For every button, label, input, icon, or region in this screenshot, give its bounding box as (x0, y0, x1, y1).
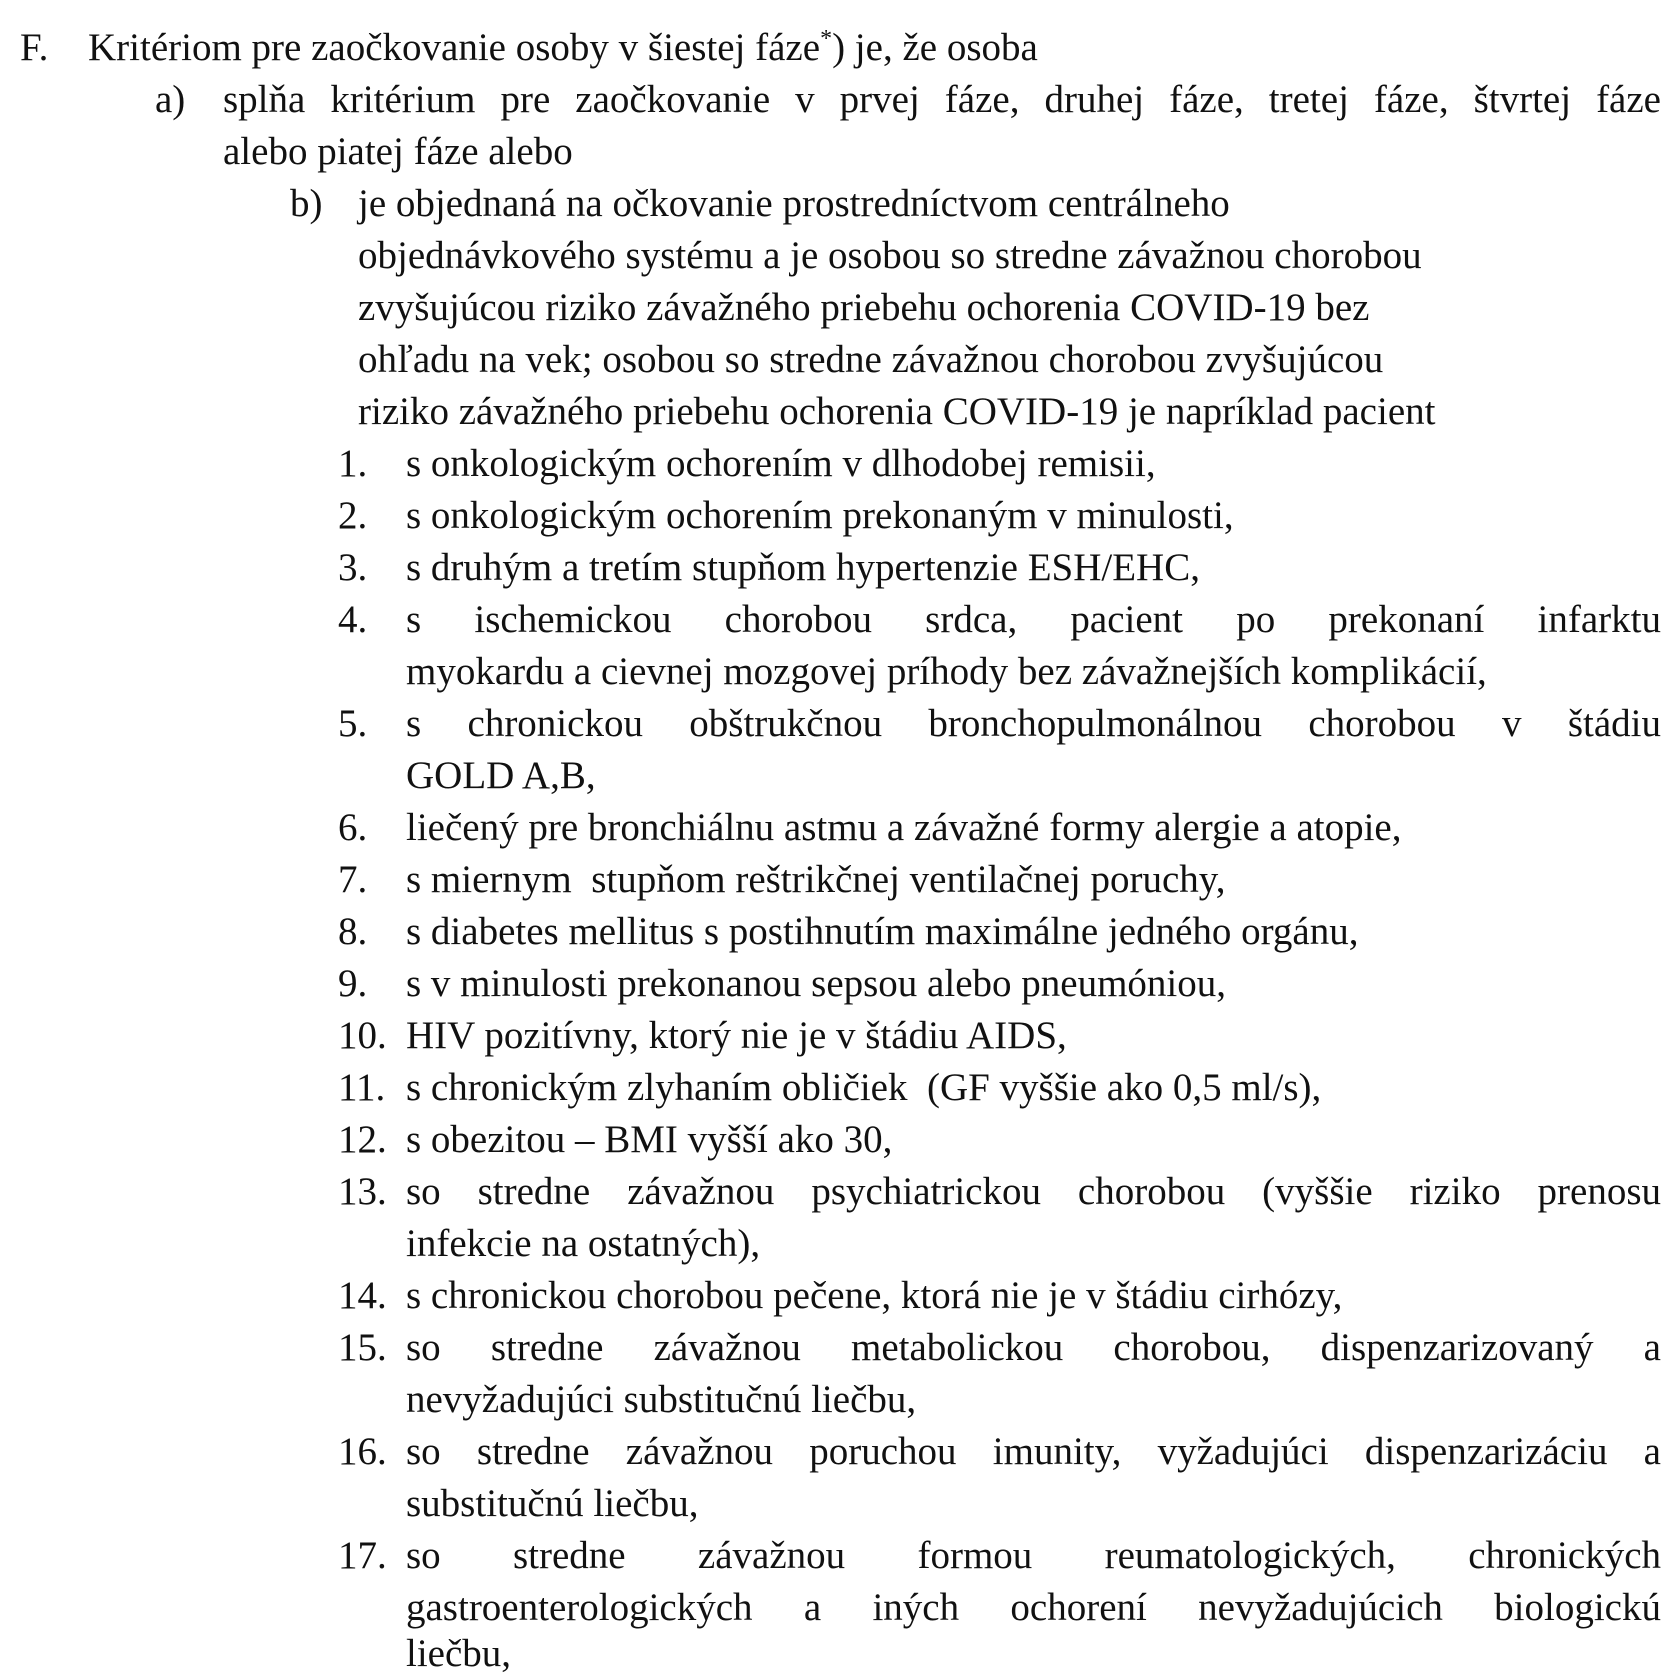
list-item: HIV pozitívny, ktorý nie je v štádiu AIDS, (406, 1014, 1067, 1057)
list-item: s chronickou obštrukčnou bronchopulmonálnou chorobou v štádiu (406, 702, 1661, 745)
list-item: s miernym stupňom reštrikčnej ventilačnej poruchy, (406, 858, 1226, 901)
list-item: s ischemickou chorobou srdca, pacient po prekonaní infarktu (406, 598, 1661, 641)
section-heading (88, 22, 1038, 74)
list-item-marker: 9. (338, 962, 368, 1005)
item-b-marker: b) (290, 182, 323, 225)
item-b-line: objednávkového systému a je osobou so stredne závažnou chorobou (358, 234, 1422, 277)
item-a-marker: a) (155, 78, 186, 121)
list-item-marker: 5. (338, 702, 368, 745)
section-heading-text-end: ) je, že osoba (832, 26, 1038, 69)
item-a-line: splňa kritérium pre zaočkovanie v prvej fáze, druhej fáze, tretej fáze, štvrtej fáze (223, 78, 1661, 121)
list-item-marker: 1. (338, 442, 368, 485)
list-item-marker: 15. (338, 1326, 387, 1369)
list-item-marker: 10. (338, 1014, 387, 1057)
list-item: s v minulosti prekonanou sepsou alebo pneumóniou, (406, 962, 1226, 1005)
list-item: nevyžadujúci substitučnú liečbu, (406, 1378, 917, 1421)
item-a-line: alebo piatej fáze alebo (223, 130, 573, 173)
list-item-marker: 2. (338, 494, 368, 537)
section-heading-text: Kritériom pre zaočkovanie osoby v šiestej fáze (88, 26, 821, 69)
list-item: so stredne závažnou poruchou imunity, vyžadujúci dispenzarizáciu a (406, 1430, 1661, 1473)
list-item-marker: 7. (338, 858, 368, 901)
list-item: so stredne závažnou metabolickou chorobou, dispenzarizovaný a (406, 1326, 1661, 1369)
footnote-mark: * (820, 26, 833, 52)
list-item: so stredne závažnou formou reumatologických, chronických (406, 1534, 1661, 1577)
list-item-marker: 6. (338, 806, 368, 849)
list-item: gastroenterologických a iných ochorení nevyžadujúcich biologickú (406, 1586, 1661, 1629)
list-item: substitučnú liečbu, (406, 1482, 699, 1525)
item-b-line: zvyšujúcou riziko závažného priebehu ochorenia COVID-19 bez (358, 286, 1370, 329)
list-item: liečbu, (406, 1632, 512, 1675)
list-item: s obezitou – BMI vyšší ako 30, (406, 1118, 893, 1161)
list-item: so stredne závažnou psychiatrickou chorobou (vyššie riziko prenosu (406, 1170, 1661, 1213)
item-b-line: ohľadu na vek; osobou so stredne závažnou chorobou zvyšujúcou (358, 338, 1384, 381)
list-item: s druhým a tretím stupňom hypertenzie ESH/EHC, (406, 546, 1200, 589)
list-item-marker: 14. (338, 1274, 387, 1317)
list-item: liečený pre bronchiálnu astmu a závažné formy alergie a atopie, (406, 806, 1402, 849)
list-item-marker: 4. (338, 598, 368, 641)
list-item: s diabetes mellitus s postihnutím maximálne jedného orgánu, (406, 910, 1359, 953)
list-item: s chronickým zlyhaním obličiek (GF vyššie ako 0,5 ml/s), (406, 1066, 1322, 1109)
list-item-marker: 8. (338, 910, 368, 953)
list-item: GOLD A,B, (406, 754, 596, 797)
list-item-marker: 3. (338, 546, 368, 589)
list-item: infekcie na ostatných), (406, 1222, 761, 1265)
list-item-marker: 11. (338, 1066, 386, 1109)
list-item: s onkologickým ochorením v dlhodobej remisii, (406, 442, 1156, 485)
list-item-marker: 12. (338, 1118, 387, 1161)
section-marker: F. (20, 26, 49, 69)
list-item: s chronickou chorobou pečene, ktorá nie je v štádiu cirhózy, (406, 1274, 1343, 1317)
list-item-marker: 16. (338, 1430, 387, 1473)
list-item: s onkologickým ochorením prekonaným v minulosti, (406, 494, 1234, 537)
list-item-marker: 13. (338, 1170, 387, 1213)
item-b-line: riziko závažného priebehu ochorenia COVID-19 je napríklad pacient (358, 390, 1436, 433)
item-b-line: je objednaná na očkovanie prostredníctvom centrálneho (358, 182, 1230, 225)
list-item: myokardu a cievnej mozgovej príhody bez závažnejších komplikácií, (406, 650, 1487, 693)
list-item-marker: 17. (338, 1534, 387, 1577)
